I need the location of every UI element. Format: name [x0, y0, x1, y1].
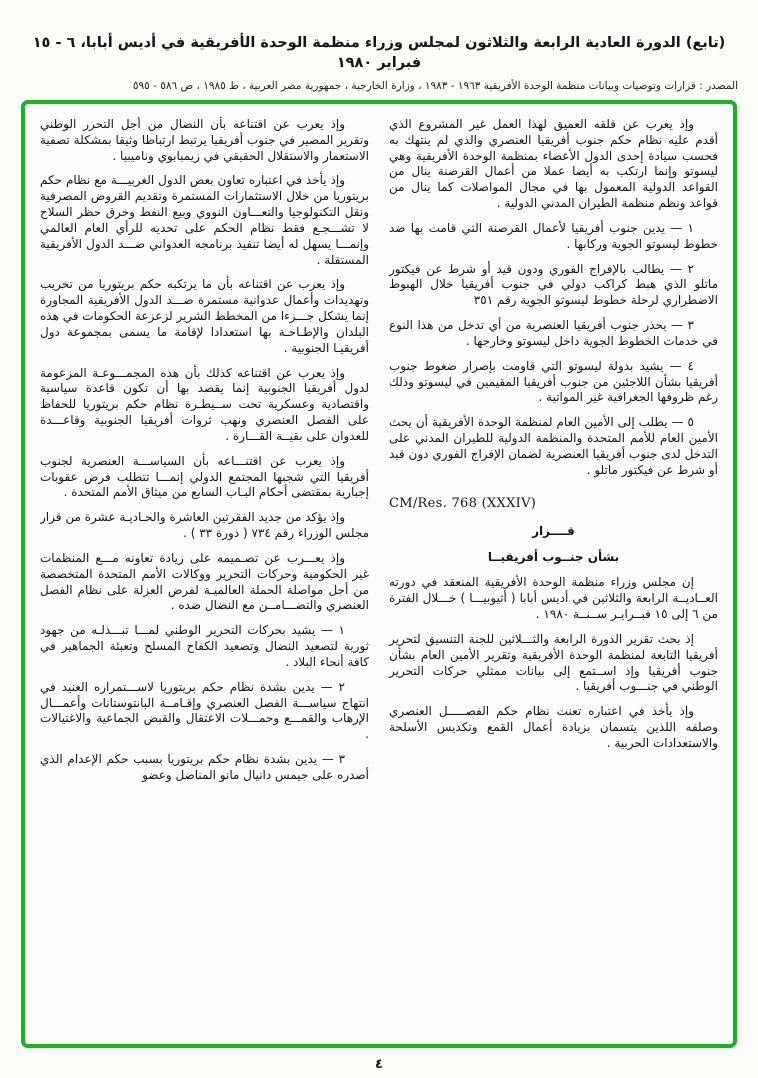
preamble-paragraph-sanctions: وإذ يعرب عن اقتنـــاعه بأن السياســـة العنصرية لجنوب أفريقيا التي شجبها المجتمع الدولي إنمـــا تتطلب فرض عقوبات إجبارية بمقتضى أحكام البـاب السابع من ميثاق الأمم المتحدة . — [40, 453, 369, 500]
preamble-paragraph-determination: وإذ يعـــرب عن تصـميمه على زيادة تعاونه مـــع المنظمات غير الحكومية وحركات التحرير ووكالات الأمم المتحدة المتخصصة من أجل مواصلة الحملة العالميـة لفرض العزلة على نظام الفصل العنصري والتضـــامــن مع النضال ضده . — [40, 550, 369, 613]
source-line: المصدر : قرارات وتوصيات وبيانات منظمة الوحدة الأفريقية ١٩٦٣ - ١٩٨٣ ، وزارة الخارجية ، جمهورية مصر العربية ، ط ١٩٨٥ ، ص ٥٨٦ - ٥٩٥ — [132, 80, 738, 93]
operative-item-3-left: ٣ — يدين بشدة نظام حكم بريتوريا بسبب حكم الإعدام الذي أصدره على جيمس دانيال مانو المناضل وعضو — [40, 751, 369, 782]
preamble-paragraph-liberation: وإذ يعرب عن اقتناعه بأن النضال من أجل التحرر الوطني وتقرير المصير في جنوب أفريقيا يرتبط ارتباطا وثيقا بمشكلة تصفية الاستعمار والاستقلال الحقيقي في زيمبابوي وناميبيا . — [40, 117, 369, 163]
operative-item-5: ٥ — يطلب إلى الأمين العام لمنظمة الوحدة الأفريقية أن يحث الأمين العام للأمم المتحدة والمنظمة الدولية للطيران المدني على التدخل لدى جنوب أفريقيا العنصرية لضمان الإفراج الفوري دون قيد أو شرط عن فيكتور ماتلو . — [389, 415, 718, 477]
preamble-paragraph-piracy: وإذ يعرب عن قلقه العميق لهذا العمل غير المشروع الذي أقدم عليه نظام حكم جنوب أفريقيا العنصري والذي لم ينتهك به فحسب سيادة إحدى الدول الأعضاء بمنظمة الوحدة الأفريقية وهي ليسوتو وإنما ارتكب به أيضا عملا من أعمال القرصنة ينال من القواعد الدولية المعمول بها في مجال المواصلات كما ينال من قواعد ونظم منظمة الطيران المدني الدولية . — [389, 117, 718, 211]
preamble-paragraph-constellation: وإذ يعرب عن اقتناعه كذلك بأن هذه المجمـــوعـة المزعومة لدول أفريقيا الجنوبية إنما يقصد بها أن تكون قاعدة سياسية واقتصادية وعسكرية تحت ســيطـرة نظام حكم بريتوريا للحفاظ على الفصل العنصري ونهب ثروات أفريقيا الجنوبية وقاعـــدة للعدوان على بقيــة القـــارة . — [40, 365, 369, 443]
two-column-layout — [40, 117, 718, 1031]
operative-item-4: ٤ — يشيد بدولة ليسوتو التي قاومت بإصرار ضغوط جنوب أفريقيا بشأن اللاجئين من جنوب أفريقيا المقيمين في ليسوتو وذلك رغم ظروفها الجغرافية غير المواتية . — [389, 358, 718, 405]
column-right — [389, 117, 718, 1031]
resolution-heading: قــــرار — [532, 523, 575, 538]
operative-item-3: ٣ — يحذر جنوب أفريقيا العنصرية من أي تدخل من هذا النوع في خدمات الخطوط الجوية داخل ليسوتو وخارجها . — [389, 318, 718, 348]
preamble-paragraph-western-cooperation: وإذ يأخذ في اعتباره تعاون بعض الدول الغربيـــة مع نظام حكم بريتوريا من خلال الاستثمارات المستمرة وتقديم القروض المصرفية ونقل التكنولوجيا والتعـــاون النووي وبيع النفط وخرق حظر السلاح لا تشـــجـع فقط نظام الحكم على تحديه للرأي العام العالمي وإنمـــا يسهل له أيضا تنفيذ برنامجه العدواني ضـــد الدول الأفريقية المستقلة . — [40, 173, 369, 267]
paragraph-council-session: إن مجلس وزراء منظمة الوحدة الأفريقية المنعقد في دورته العــاديــة الرابعة والثلاثين في أديس أبابا ( أثيوبيـــا ) خـــلال الفترة من ٦ إلى ١٥ فبــرايـر ســنــة ١٩٨٠ . — [389, 575, 718, 622]
operative-item-1: ١ — يدين جنوب أفريقيا لأعمال القرصنة التي قامت بها ضد خطوط ليسوتو الجوية وركابها . — [389, 220, 718, 251]
content-frame — [21, 100, 737, 1048]
paragraph-considering-apartheid: وإذ يأخذ في اعتباره تعنت نظام حكم الفصـــــل العنصري وصلفه اللذين يتسمان بزيادة أعمال القمع وتكديس الأسلحة والاستعدادات الحربية . — [389, 704, 718, 750]
column-left — [40, 117, 369, 1031]
operative-item-2: ٢ — يطالب بالإفراج الفوري ودون قيد أو شرط عن فيكتور ماتلو الذي هبط كراكب دولي في جنوب أفريقيا خلال الهبوط الاضطراري لرحلة خطوط ليسوتو الجوية رقم ٣٥١ — [389, 261, 718, 308]
page-number: ٤ — [375, 1057, 383, 1072]
resolution-number: CM/Res. 768 (XXXIV) — [389, 495, 537, 511]
page-header-title: (تابع) الدورة العادية الرابعة والثلاثون لمجلس وزراء منظمة الوحدة الأفريقية في أديس أبابا، ٦ - ١٥ فبراير ١٩٨٠ — [32, 35, 726, 71]
preamble-paragraph-reaffirm: وإذ يؤكد من جديد الفقرتين العاشرة والحـاديـة عشرة من قرار مجلس الوزراء رقم ٧٣٤ ( دورة ٣٣ ) . — [40, 510, 369, 541]
resolution-subject: بشأن جنــوب أفريقيــا — [487, 549, 620, 564]
paragraph-considering-report: إذ بحث تقرير الدورة الرابعة والثـــلاثين للجنة التنسيق لتحرير أفريقيا التابعة لمنظمة الوحدة الأفريقية وتقرير الأمين العام بشأن جنوب أفريقيا وإذ اســتمع إلى بيانات ممثلي حركات التحرير الوطني في جنـــوب أفريقيا . — [389, 631, 718, 694]
preamble-paragraph-sabotage: وإذ يعرب عن اقتناعه بأن ما يرتكبه حكم بريتوريا من تخريب وتهديدات وأعمال عدوانية مستمرة ضـــد الدول الأفريقية المجاورة إنما يشكل جـــزءا من المخطط الشرير لزعزعة الحكومات في هذه البلدان والإطـاحـة بها استعدادا لإقامة ما يسمى بمجموعة دول أفريقيـا الجنوبية . — [40, 277, 369, 355]
operative-item-1-left: ١ — يشيد بحركات التحرير الوطني لمـــا تبـــذلـه من جهود ثورية لتصعيد النضال وتصعيد الكفاح المسلح وتعبئة الجماهير في كافة أنحاء البلاد . — [40, 623, 369, 669]
operative-item-2-left: ٢ — يدين بشدة نظام حكم بريتوريا لاســـتمراره العنيد في انتهاج سياســـة الفصل العنصري وإقـامــة البانتوستانات وأعمـــال الإرهاب والقمـــع وحمـــلات الاعتقال والقبض الجماعية والاغتيالات . — [40, 679, 369, 742]
